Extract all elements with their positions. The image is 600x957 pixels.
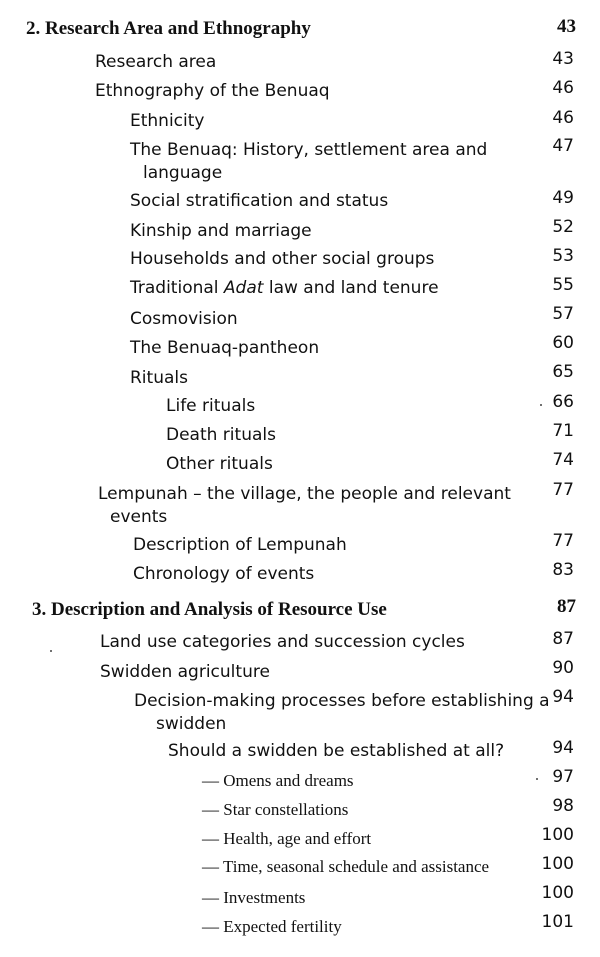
toc-entry-pantheon: The Benuaq-pantheon bbox=[130, 338, 320, 358]
toc-entry-households: Households and other social groups bbox=[130, 249, 435, 269]
toc-entry-adat-law bbox=[130, 276, 439, 301]
toc-page-research-area: 43 bbox=[552, 49, 574, 69]
toc-entry-health: — Health, age and effort bbox=[202, 829, 372, 848]
toc-entry-cosmovision: Cosmovision bbox=[130, 309, 238, 329]
toc-entry-land-use: Land use categories and succession cycles bbox=[100, 632, 465, 652]
scan-speck bbox=[540, 404, 542, 406]
toc-page-chronology: 83 bbox=[552, 560, 574, 580]
toc-entry-investments: — Investments bbox=[202, 888, 306, 907]
chapter-2-title: 2. Research Area and Ethnography bbox=[26, 18, 311, 39]
toc-page-cosmovision: 57 bbox=[552, 304, 574, 324]
toc-entry-adat-law-a: Traditional bbox=[130, 278, 224, 298]
toc-page-kinship: 52 bbox=[552, 217, 574, 237]
toc-entry-rituals: Rituals bbox=[130, 368, 188, 388]
toc-page-star-constellations: 98 bbox=[552, 796, 574, 816]
toc-entry-star-constellations: — Star constellations bbox=[202, 800, 349, 819]
toc-entry-research-area: Research area bbox=[95, 52, 217, 72]
toc-entry-benuaq-history-cont: language bbox=[143, 163, 223, 183]
chapter-3-title: 3. Description and Analysis of Resource Use bbox=[32, 599, 387, 620]
toc-page-expected-fertility: 101 bbox=[541, 912, 574, 932]
chapter-2-page: 43 bbox=[557, 16, 576, 37]
toc-entry-lempunah-cont: events bbox=[110, 507, 168, 527]
chapter-3-page: 87 bbox=[557, 596, 576, 617]
toc-entry-swidden-agriculture: Swidden agriculture bbox=[100, 662, 270, 682]
toc-entry-adat-law-b: law and land tenure bbox=[263, 278, 439, 298]
toc-page-ethnography: 46 bbox=[552, 78, 574, 98]
toc-page-description-lempunah: 77 bbox=[552, 531, 574, 551]
toc-page-social-stratification: 49 bbox=[552, 188, 574, 208]
toc-page-benuaq-history: 47 bbox=[552, 136, 574, 156]
toc-page-life-rituals: 66 bbox=[552, 392, 574, 412]
toc-entry-time-schedule: — Time, seasonal schedule and assistance bbox=[202, 857, 490, 876]
toc-page-land-use: 87 bbox=[552, 629, 574, 649]
toc-entry-description-lempunah: Description of Lempunah bbox=[133, 535, 347, 555]
toc-entry-ethnography: Ethnography of the Benuaq bbox=[95, 81, 330, 101]
scan-speck bbox=[536, 778, 538, 780]
toc-page-households: 53 bbox=[552, 246, 574, 266]
toc-entry-benuaq-history: The Benuaq: History, settlement area and bbox=[130, 140, 488, 160]
toc-page-adat-law: 55 bbox=[552, 275, 574, 295]
toc-entry-lempunah: Lempunah – the village, the people and relevant bbox=[98, 484, 511, 504]
toc-page-lempunah: 77 bbox=[552, 480, 574, 500]
toc-page-rituals: 65 bbox=[552, 362, 574, 382]
toc-entry-social-stratification: Social stratification and status bbox=[130, 191, 389, 211]
toc-entry-expected-fertility: — Expected fertility bbox=[202, 917, 342, 936]
toc-page-pantheon: 60 bbox=[552, 333, 574, 353]
toc-entry-adat-law-em: Adat bbox=[223, 278, 264, 298]
toc-page-other-rituals: 74 bbox=[552, 450, 574, 470]
toc-entry-should-establish: Should a swidden be established at all? bbox=[168, 741, 505, 761]
toc-page-decision-making: 94 bbox=[552, 687, 574, 707]
toc-entry-ethnicity: Ethnicity bbox=[130, 111, 205, 131]
toc-page-swidden-agriculture: 90 bbox=[552, 658, 574, 678]
toc-entry-decision-making: Decision-making processes before establishing a bbox=[134, 691, 550, 711]
toc-page-time-schedule: 100 bbox=[541, 854, 574, 874]
toc-page-should-establish: 94 bbox=[552, 738, 574, 758]
toc-entry-death-rituals: Death rituals bbox=[166, 425, 276, 445]
scan-speck bbox=[50, 650, 52, 652]
toc-entry-kinship: Kinship and marriage bbox=[130, 221, 312, 241]
toc-page-omens: 97 bbox=[552, 767, 574, 787]
toc-page-ethnicity: 46 bbox=[552, 108, 574, 128]
toc-page-death-rituals: 71 bbox=[552, 421, 574, 441]
toc-page-health: 100 bbox=[541, 825, 574, 845]
toc-entry-other-rituals: Other rituals bbox=[166, 454, 273, 474]
toc-entry-chronology: Chronology of events bbox=[133, 564, 315, 584]
toc-entry-life-rituals: Life rituals bbox=[166, 396, 256, 416]
toc-entry-omens: — Omens and dreams bbox=[202, 771, 354, 790]
toc-page-investments: 100 bbox=[541, 883, 574, 903]
toc-entry-decision-making-cont: swidden bbox=[156, 714, 227, 734]
